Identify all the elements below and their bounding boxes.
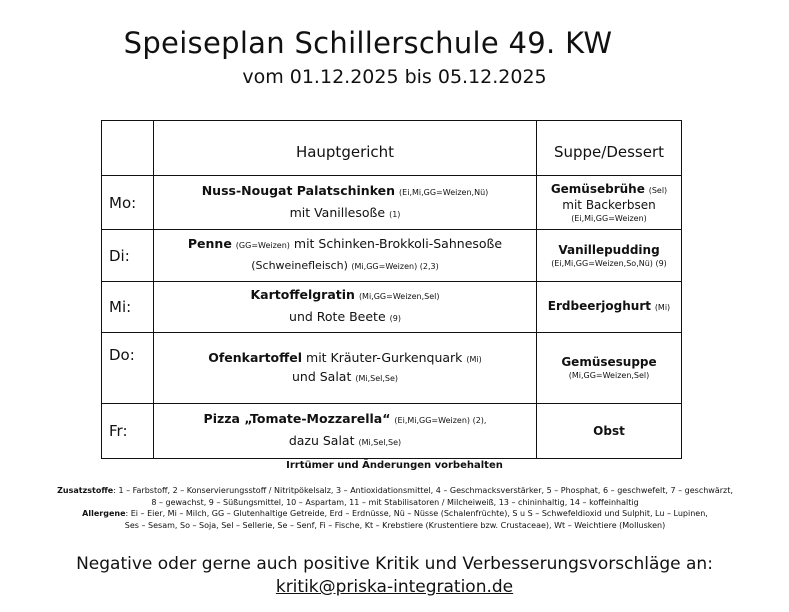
feedback-text: Negative oder gerne auch positive Kritik und Verbesserungsvorschläge an: [76,554,713,574]
table-row-thursday [102,333,682,404]
dish-text: dazu Salat [288,433,355,448]
side-dish-cell [537,176,682,230]
dish-name: Pizza „Tomate-Mozzarella“ [203,411,391,426]
additives-text: : 1 – Farbstoff, 2 – Konservierungsstoff / Nitritpökelsalz, 3 – Antioxidationsmittel, 4 – Geschmacksverstärker, 5 – Phosphat, 6 – geschwefelt, 7 – geschwärzt, [113,486,733,495]
additives-text-continued: 8 – gewachst, 9 – Süßungsmittel, 10 – Aspartam, 11 – mit Stabilisatoren / Milcheiweiß, 13 – chininhaltig, 14 – koffeinhaltig [151,497,639,507]
dessert-name: Obst [593,423,625,438]
table-row-monday [102,176,682,230]
additives-label: Zusatzstoffe [57,486,114,495]
dish-text: mit Vanillesoße [289,204,386,220]
allergens-text: : Ei – Eier, Mi – Milch, GG – Glutenhaltige Getreide, Erd – Erdnüsse, Nü – Nüsse (Schalenfrüchte), S u S – Schwefeldioxid und Sulphit, Lu – Lupinen, [125,509,708,518]
menu-table [101,120,682,459]
dish-text: und Rote Beete [289,309,386,324]
side-dish-cell [537,333,682,404]
main-dish-cell [154,230,537,282]
dish-name: Nuss-Nougat Palatschinken [201,182,396,198]
header-soup-dessert: Suppe/Dessert [537,121,682,176]
additive-note: (1) [389,209,401,219]
allergen-note: (Ei,Mi,GG=Weizen) [571,213,647,223]
dish-name: Ofenkartoffel [208,350,303,365]
disclaimer: Irrtümer und Änderungen vorbehalten [286,460,503,471]
dish-text: und Salat [291,369,352,384]
day-label: Do: [102,333,154,404]
side-dish-cell [537,404,682,459]
allergen-note: (Mi,GG=Weizen,Sel) [568,371,650,380]
dessert-name: Erdbeerjoghurt [547,299,651,313]
main-dish-cell [154,282,537,333]
dish-text: mit Kräuter-Gurkenquark [306,350,463,365]
day-label: Mi: [102,282,154,333]
dish-text: (Schweinefleisch) [251,259,348,272]
main-dish-cell [154,176,537,230]
dish-text: mit Schinken-Brokkoli-Sahnesoße [293,236,503,251]
header-main-dish: Hauptgericht [154,121,537,176]
allergen-note: (Ei,Mi,GG=Weizen,So,Nü) (9) [551,258,667,268]
dessert-name: Vanillepudding [558,242,660,257]
main-dish-cell [154,333,537,404]
soup-name: Gemüsesuppe [561,355,657,369]
allergens-label: Allergene [82,509,126,518]
allergen-note: (Mi) [466,355,482,364]
feedback-email-link[interactable]: kritik@priska-integration.de [275,577,514,597]
allergen-note: (Mi,GG=Weizen,Sel) [358,292,440,301]
day-label: Mo: [102,176,154,230]
allergen-note: (Ei,Mi,GG=Weizen) (2), [394,416,487,425]
additive-note: (9) [389,314,401,323]
table-row-friday [102,404,682,459]
legend [20,485,770,531]
dish-name: Penne [187,236,232,251]
allergen-note: (Mi) [654,303,671,312]
table-header-row [102,121,682,176]
table-row-tuesday [102,230,682,282]
date-range: vom 01.12.2025 bis 05.12.2025 [242,66,547,88]
allergens-text-continued: Ses – Sesam, So – Soja, Sel – Sellerie, Se – Senf, Fi – Fische, Kt – Krebstiere (Krustentiere bzw. Crustaceae), Wt – Weichtiere (Mollusken) [124,520,666,530]
allergen-note: (Mi,Sel,Se) [355,374,399,383]
header-day-cell [102,121,154,176]
soup-name: Gemüsebrühe [550,181,645,196]
allergen-note: (GG=Weizen) [235,241,290,250]
page-title: Speiseplan Schillerschule 49. KW [123,26,613,60]
day-label: Fr: [102,404,154,459]
day-label: Di: [102,230,154,282]
side-dish-cell [537,282,682,333]
allergen-note: (Ei,Mi,GG=Weizen,Nü) [399,187,489,197]
table-row-wednesday [102,282,682,333]
main-dish-cell [154,404,537,459]
soup-extra: mit Backerbsen [562,197,656,212]
allergen-note: (Sel) [648,185,668,195]
side-dish-cell [537,230,682,282]
feedback-footer [0,553,789,599]
allergen-note: (Mi,Sel,Se) [358,438,402,447]
dish-name: Kartoffelgratin [250,287,355,302]
allergen-note: (Mi,GG=Weizen) (2,3) [351,262,439,271]
